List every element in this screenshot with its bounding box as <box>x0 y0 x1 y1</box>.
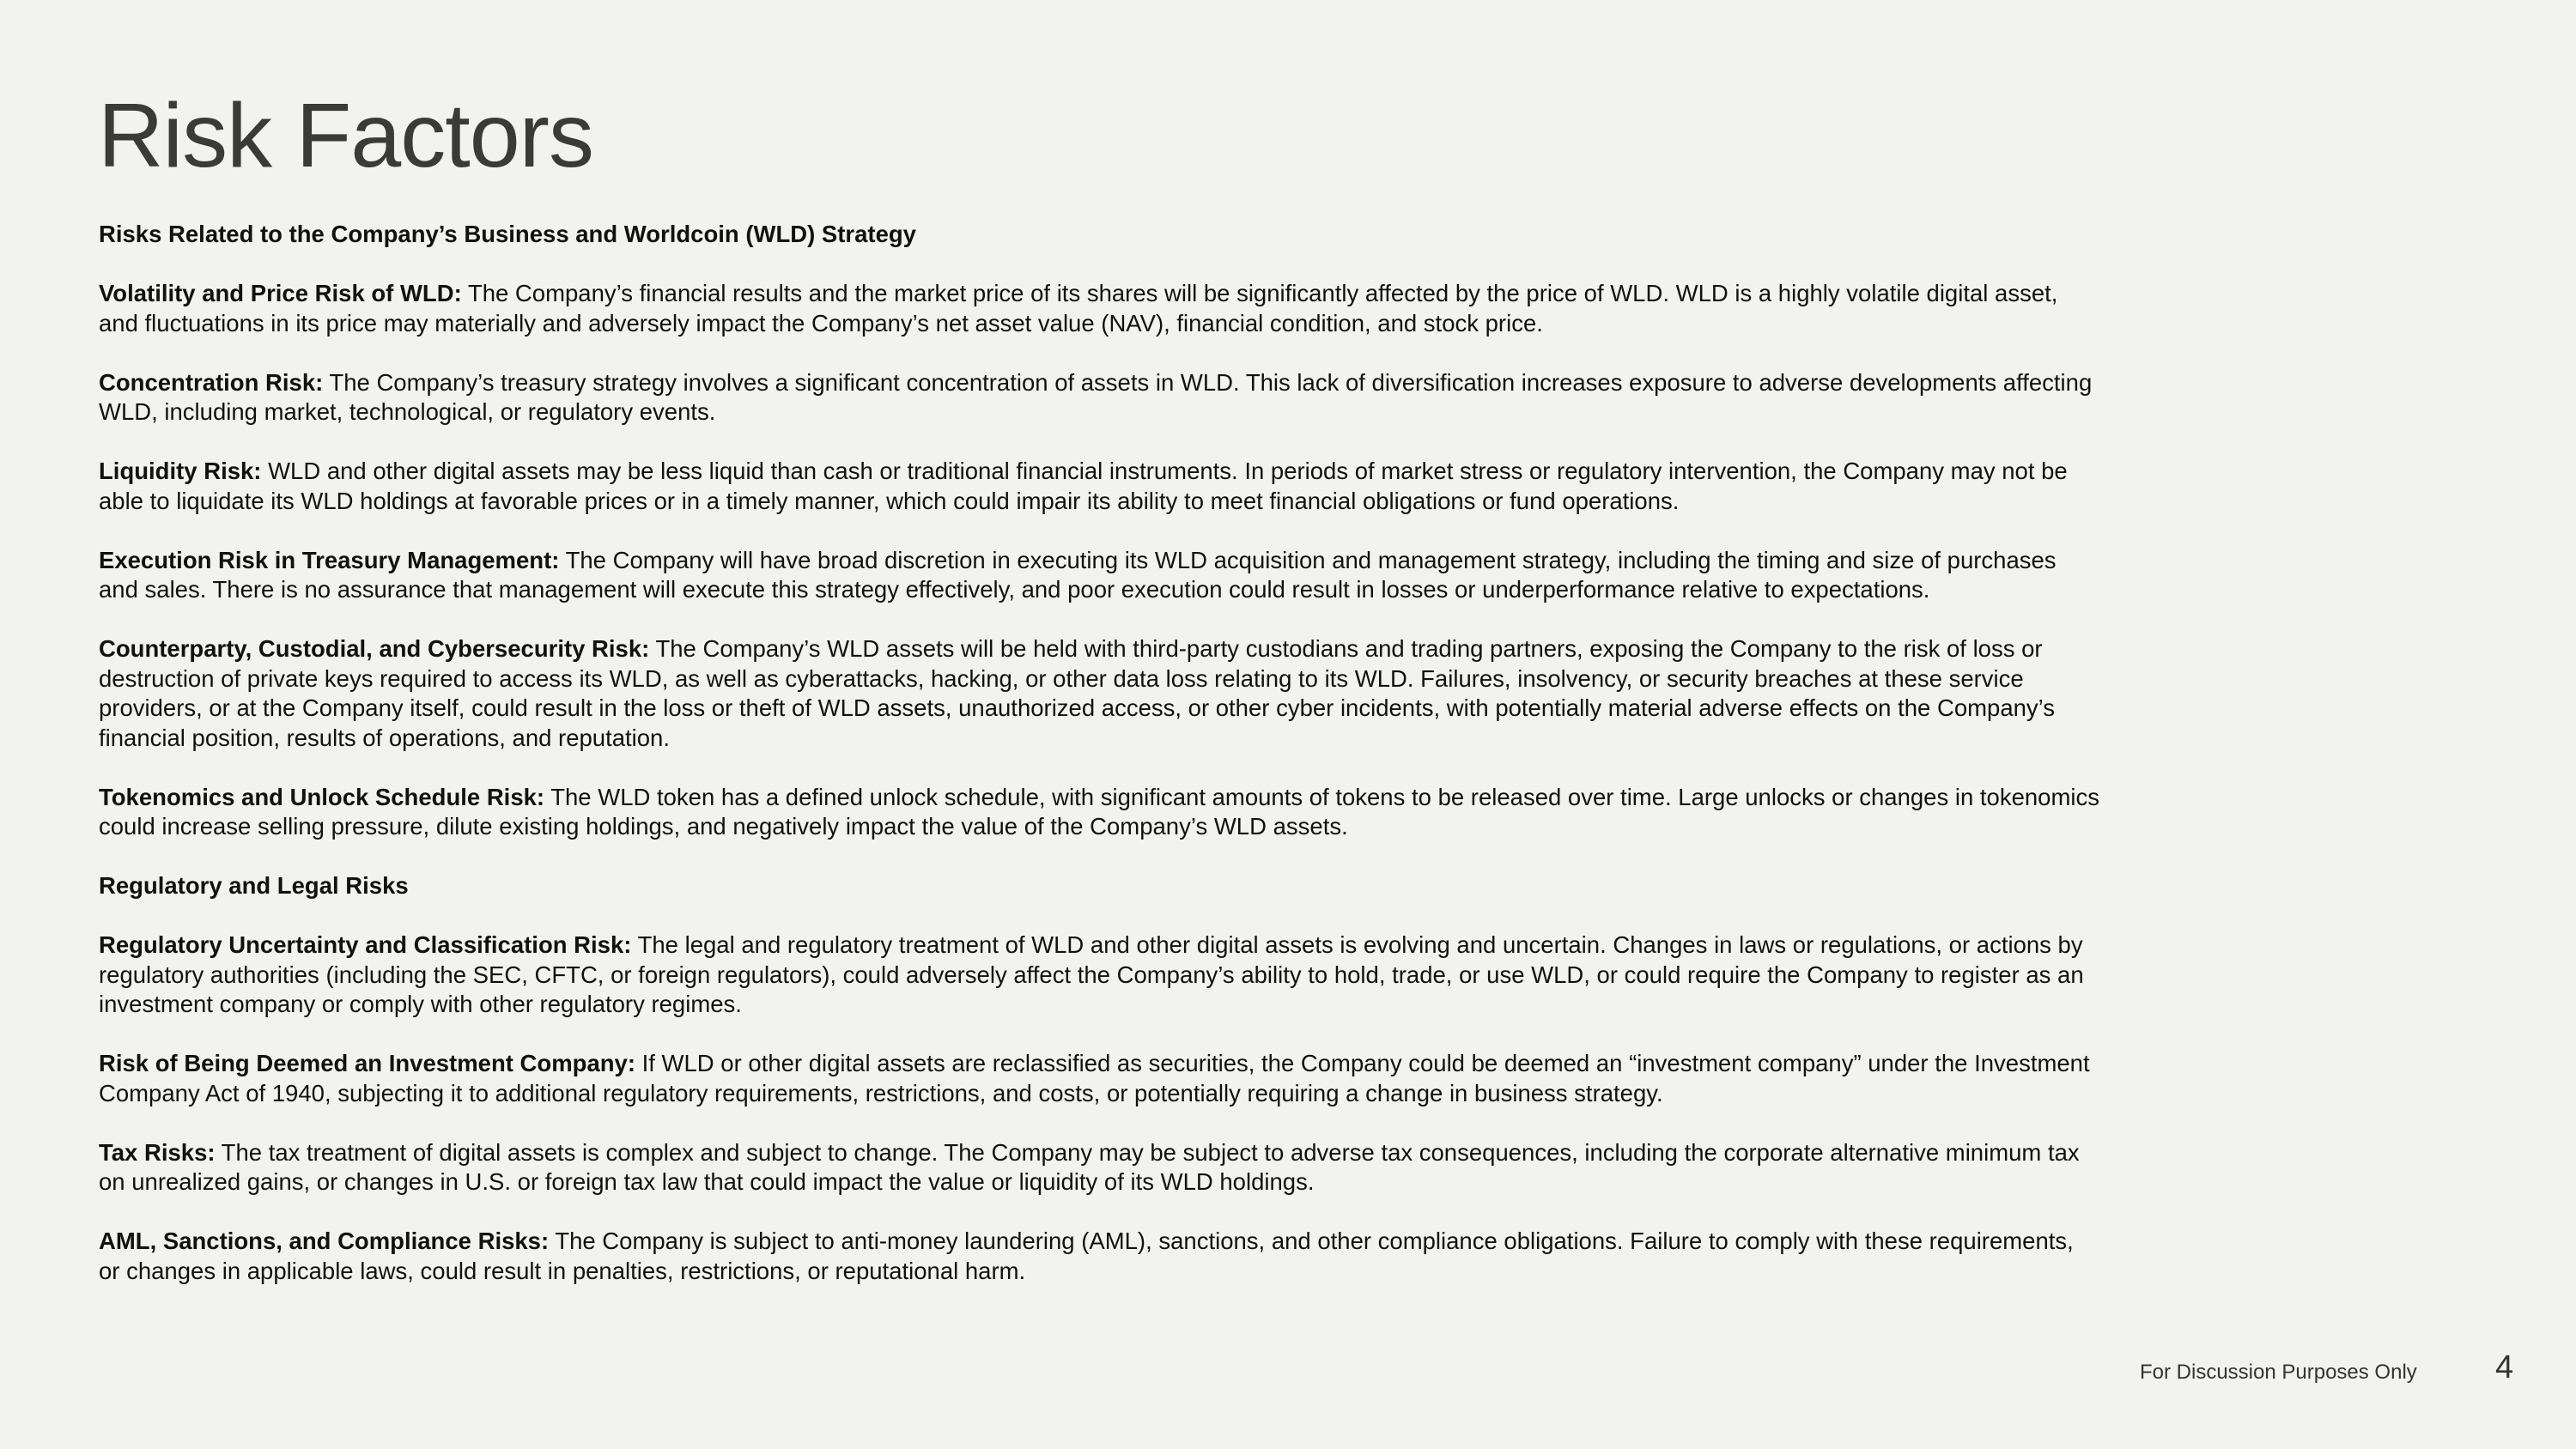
risk-label: Counterparty, Custodial, and Cybersecurity Risk: <box>99 635 650 662</box>
risk-item-regulatory-uncertainty <box>99 931 2099 1020</box>
risk-item-volatility <box>99 279 2099 338</box>
risk-text: The Company’s WLD assets will be held with third-party custodians and trading partners, exposing the Company to the risk of loss or destruction of private keys required to access its WLD, as well as cyberattacks, hacking, or other data loss relating to its WLD. Failures, insolvency, or security breaches at these service providers, or at the Company itself, could result in the loss or theft of WLD assets, unauthorized access, or other cyber incidents, with potentially material adverse effects on the Company’s financial position, results of operations, and reputation. <box>99 635 2056 751</box>
section-heading-regulatory: Regulatory and Legal Risks <box>99 872 409 899</box>
risk-label: Tax Risks: <box>99 1138 216 1166</box>
footer-note: For Discussion Purposes Only <box>2140 1361 2417 1384</box>
risk-item-counterparty <box>99 634 2099 753</box>
risk-item-concentration <box>99 368 2099 427</box>
risk-label: Volatility and Price Risk of WLD: <box>99 280 462 306</box>
risk-label: Risk of Being Deemed an Investment Company: <box>99 1050 635 1076</box>
page-number: 4 <box>2495 1349 2514 1385</box>
risk-text: The tax treatment of digital assets is complex and subject to change. The Company may be subject to adverse tax consequences, including the corporate alternative minimum tax on unrealized gains, or changes in U.S. or foreign tax law that could impact the value or liquidity of its WLD holdings. <box>99 1138 2080 1195</box>
risk-item-liquidity <box>99 457 2099 516</box>
risk-text: The Company will have broad discretion in executing its WLD acquisition and management strategy, including the timing and size of purchases and sales. There is no assurance that management will execute this strategy effectively, and poor execution could result in losses or underperformance relative to expectations. <box>99 546 2057 603</box>
risk-text: The Company is subject to anti-money laundering (AML), sanctions, and other compliance obligations. Failure to comply with these requirements, or changes in applicable laws, could result in penalties, restrictions, or reputational harm. <box>99 1228 2074 1284</box>
risk-label: Concentration Risk: <box>99 368 324 396</box>
risk-text: The Company’s treasury strategy involves a significant concentration of assets in WLD. This lack of diversification increases exposure to adverse developments affecting WLD, including market, technological, or regulatory events. <box>99 368 2093 425</box>
risk-text: The legal and regulatory treatment of WLD and other digital assets is evolving and uncertain. Changes in laws or regulations, or actions by regulatory authorities (including the SEC, CFTC, or foreign regulators), could adversely affect the Company’s ability to hold, trade, or use WLD, or could require the Company to register as an investment company or comply with other regulatory regimes. <box>99 931 2084 1017</box>
risk-text: WLD and other digital assets may be less liquid than cash or traditional financial instruments. In periods of market stress or regulatory intervention, the Company may not be able to liquidate its WLD holdings at favorable prices or in a timely manner, which could impair its ability to meet financial obligations or fund operations. <box>99 458 2068 514</box>
risk-label: Execution Risk in Treasury Management: <box>99 546 560 573</box>
section-heading-business: Risks Related to the Company’s Business and Worldcoin (WLD) Strategy <box>99 221 916 247</box>
risk-item-tokenomics <box>99 783 2099 842</box>
risk-text: The Company’s financial results and the market price of its shares will be significantly affected by the price of WLD. WLD is a highly volatile digital asset, and fluctuations in its price may materially and adversely impact the Company’s net asset value (NAV), financial condition, and stock price. <box>99 280 2058 336</box>
page-title: Risk Factors <box>98 85 593 186</box>
risk-content <box>99 220 2099 1316</box>
risk-label: Regulatory Uncertainty and Classification Risk: <box>99 931 632 958</box>
risk-label: Tokenomics and Unlock Schedule Risk: <box>99 783 545 810</box>
risk-text: The WLD token has a defined unlock schedule, with significant amounts of tokens to be released over time. Large unlocks or changes in tokenomics could increase selling pressure, dilute existing holdings, and negatively impact the value of the Company’s WLD assets. <box>99 783 2099 840</box>
risk-label: Liquidity Risk: <box>99 458 262 484</box>
risk-item-aml <box>99 1227 2099 1286</box>
risk-text: If WLD or other digital assets are reclassified as securities, the Company could be deemed an “investment company” under the Investment Company Act of 1940, subjecting it to additional regulatory requirements, restrictions, and costs, or potentially requiring a change in business strategy. <box>99 1050 2090 1106</box>
risk-item-execution <box>99 546 2099 605</box>
risk-item-investment-company <box>99 1049 2099 1108</box>
risk-item-tax <box>99 1138 2099 1197</box>
risk-label: AML, Sanctions, and Compliance Risks: <box>99 1228 550 1254</box>
